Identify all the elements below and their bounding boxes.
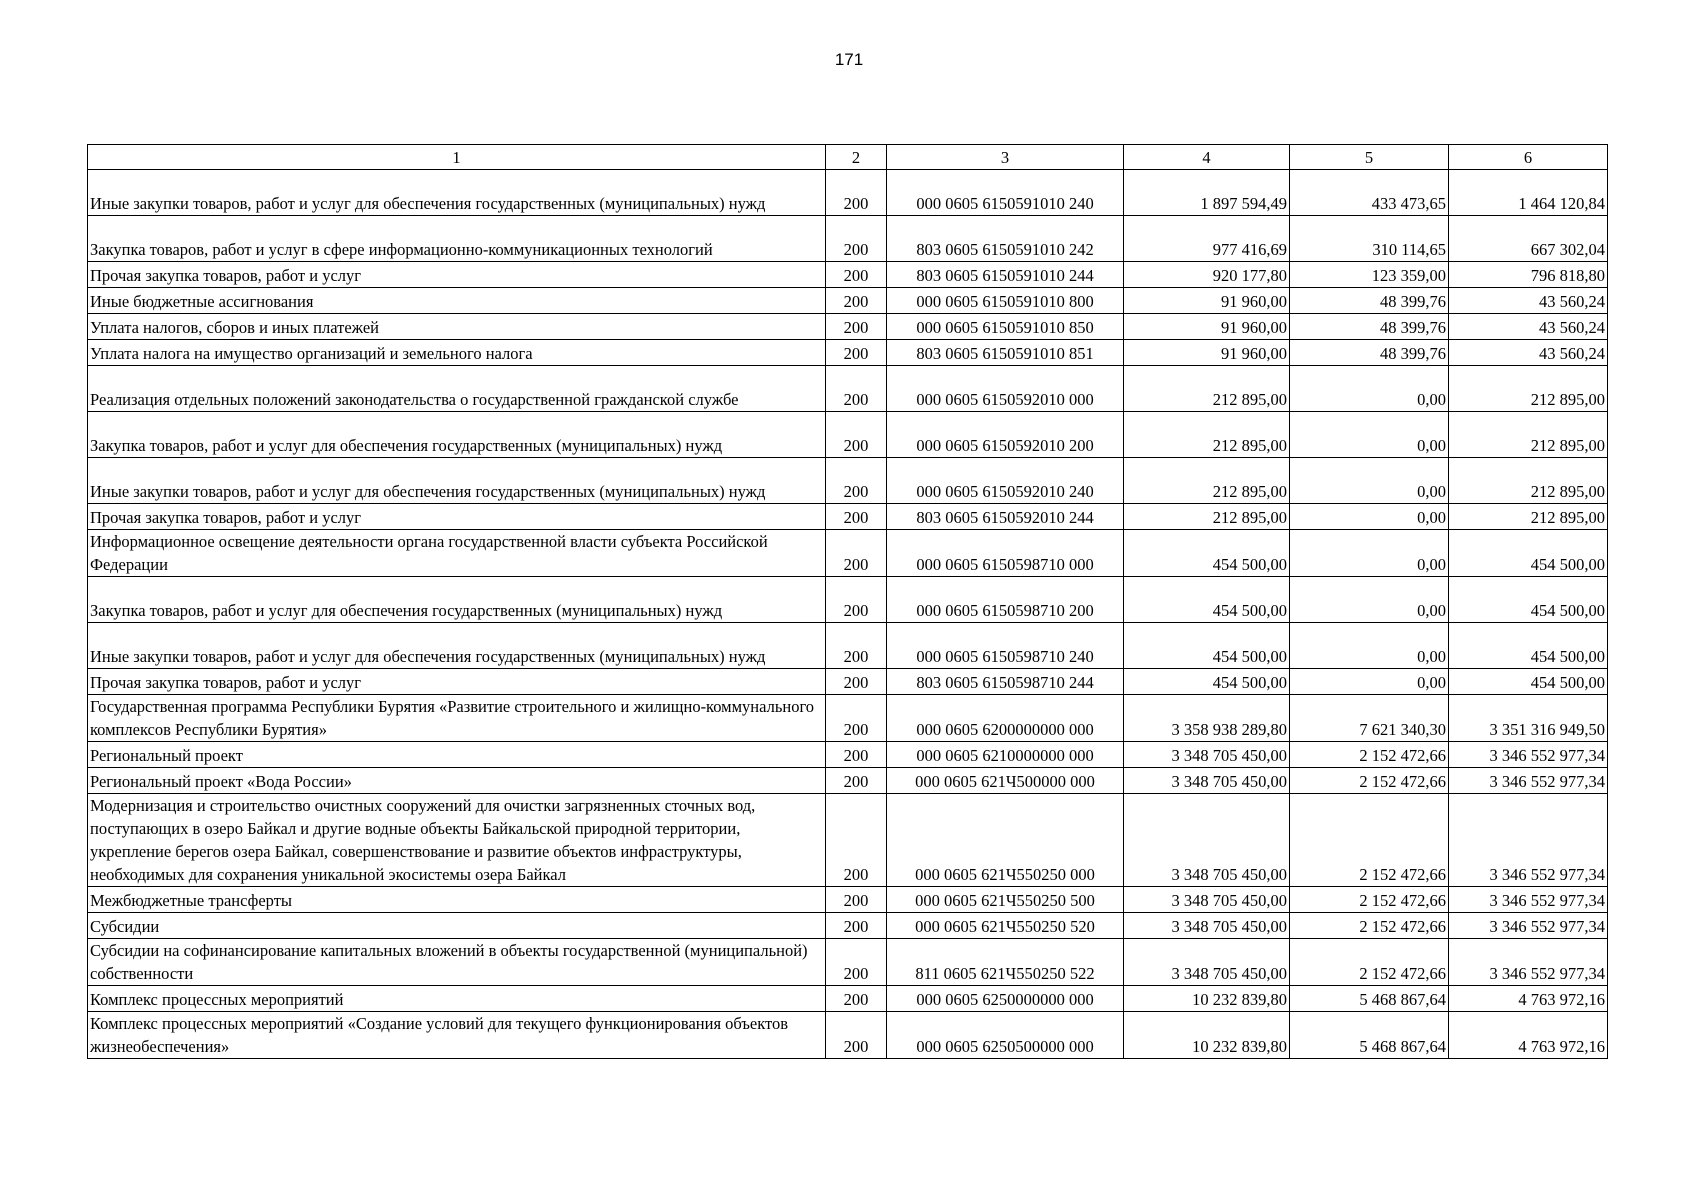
row-executed-amount-cell: 123 359,00 [1290,262,1449,288]
row-remaining-amount-cell: 454 500,00 [1449,530,1608,577]
table-row [88,794,1608,887]
column-header-1: 1 [88,145,826,170]
row-line-code-cell: 200 [826,216,887,262]
table-row [88,458,1608,504]
row-line-code-cell: 200 [826,412,887,458]
row-remaining-amount-cell: 454 500,00 [1449,669,1608,695]
row-name-cell: Закупка товаров, работ и услуг для обеспечения государственных (муниципальных) нужд [88,577,826,623]
table-row [88,913,1608,939]
row-remaining-amount-cell: 3 346 552 977,34 [1449,913,1608,939]
row-remaining-amount-cell: 212 895,00 [1449,458,1608,504]
row-executed-amount-cell: 48 399,76 [1290,340,1449,366]
row-line-code-cell: 200 [826,262,887,288]
row-name-cell: Региональный проект [88,742,826,768]
table-row [88,1012,1608,1059]
table-row [88,530,1608,577]
row-executed-amount-cell: 0,00 [1290,504,1449,530]
row-classification-code-cell: 803 0605 6150591010 244 [887,262,1124,288]
row-approved-amount-cell: 3 348 705 450,00 [1124,768,1290,794]
row-remaining-amount-cell: 667 302,04 [1449,216,1608,262]
column-header-6: 6 [1449,145,1608,170]
row-approved-amount-cell: 1 897 594,49 [1124,170,1290,216]
row-approved-amount-cell: 212 895,00 [1124,458,1290,504]
row-approved-amount-cell: 920 177,80 [1124,262,1290,288]
page-number: 171 [834,50,864,69]
table-row [88,742,1608,768]
row-name-cell: Государственная программа Республики Бурятия «Развитие строительного и жилищно-коммунального комплексов Республики Бурятия» [88,695,826,742]
row-classification-code-cell: 000 0605 6150598710 200 [887,577,1124,623]
row-remaining-amount-cell: 212 895,00 [1449,504,1608,530]
row-remaining-amount-cell: 212 895,00 [1449,366,1608,412]
budget-table [87,144,1608,1059]
row-line-code-cell: 200 [826,695,887,742]
row-name-cell: Модернизация и строительство очистных сооружений для очистки загрязненных сточных вод, поступающих в озеро Байкал и другие водные объекты Байкальской природной территории, укрепление берегов озера Байкал, совершенствование и развитие объектов инфраструктуры, необходимых для сохранения уникальной экосистемы озера Байкал [88,794,826,887]
row-remaining-amount-cell: 4 763 972,16 [1449,1012,1608,1059]
table-row [88,288,1608,314]
row-executed-amount-cell: 7 621 340,30 [1290,695,1449,742]
row-classification-code-cell: 000 0605 621Ч500000 000 [887,768,1124,794]
row-line-code-cell: 200 [826,458,887,504]
row-classification-code-cell: 000 0605 6150592010 000 [887,366,1124,412]
row-classification-code-cell: 000 0605 6250500000 000 [887,1012,1124,1059]
row-approved-amount-cell: 3 348 705 450,00 [1124,939,1290,986]
row-classification-code-cell: 000 0605 6200000000 000 [887,695,1124,742]
row-executed-amount-cell: 310 114,65 [1290,216,1449,262]
table-row [88,768,1608,794]
row-approved-amount-cell: 91 960,00 [1124,340,1290,366]
column-header-3: 3 [887,145,1124,170]
row-line-code-cell: 200 [826,340,887,366]
row-executed-amount-cell: 2 152 472,66 [1290,768,1449,794]
table-row [88,366,1608,412]
row-remaining-amount-cell: 1 464 120,84 [1449,170,1608,216]
row-line-code-cell: 200 [826,669,887,695]
row-approved-amount-cell: 3 358 938 289,80 [1124,695,1290,742]
row-line-code-cell: 200 [826,742,887,768]
row-remaining-amount-cell: 43 560,24 [1449,340,1608,366]
table-row [88,504,1608,530]
row-remaining-amount-cell: 212 895,00 [1449,412,1608,458]
row-approved-amount-cell: 91 960,00 [1124,314,1290,340]
row-executed-amount-cell: 0,00 [1290,669,1449,695]
table-row [88,669,1608,695]
row-line-code-cell: 200 [826,170,887,216]
row-classification-code-cell: 000 0605 6150598710 240 [887,623,1124,669]
row-name-cell: Иные закупки товаров, работ и услуг для обеспечения государственных (муниципальных) нужд [88,170,826,216]
row-approved-amount-cell: 91 960,00 [1124,288,1290,314]
table-row [88,412,1608,458]
row-name-cell: Иные закупки товаров, работ и услуг для обеспечения государственных (муниципальных) нужд [88,458,826,504]
row-classification-code-cell: 000 0605 6150592010 200 [887,412,1124,458]
row-executed-amount-cell: 48 399,76 [1290,314,1449,340]
row-name-cell: Субсидии на софинансирование капитальных вложений в объекты государственной (муниципальной) собственности [88,939,826,986]
row-classification-code-cell: 000 0605 621Ч550250 000 [887,794,1124,887]
row-executed-amount-cell: 2 152 472,66 [1290,794,1449,887]
row-name-cell: Межбюджетные трансферты [88,887,826,913]
row-classification-code-cell: 803 0605 6150592010 244 [887,504,1124,530]
row-name-cell: Уплата налога на имущество организаций и земельного налога [88,340,826,366]
row-classification-code-cell: 000 0605 6150598710 000 [887,530,1124,577]
row-name-cell: Прочая закупка товаров, работ и услуг [88,262,826,288]
row-approved-amount-cell: 212 895,00 [1124,366,1290,412]
row-executed-amount-cell: 0,00 [1290,530,1449,577]
table-row [88,986,1608,1012]
row-approved-amount-cell: 454 500,00 [1124,530,1290,577]
row-classification-code-cell: 000 0605 6150591010 850 [887,314,1124,340]
row-line-code-cell: 200 [826,913,887,939]
row-line-code-cell: 200 [826,504,887,530]
row-classification-code-cell: 811 0605 621Ч550250 522 [887,939,1124,986]
row-approved-amount-cell: 454 500,00 [1124,623,1290,669]
row-classification-code-cell: 000 0605 6210000000 000 [887,742,1124,768]
row-name-cell: Прочая закупка товаров, работ и услуг [88,669,826,695]
row-remaining-amount-cell: 3 351 316 949,50 [1449,695,1608,742]
row-approved-amount-cell: 3 348 705 450,00 [1124,742,1290,768]
row-classification-code-cell: 000 0605 6250000000 000 [887,986,1124,1012]
row-approved-amount-cell: 454 500,00 [1124,669,1290,695]
row-name-cell: Закупка товаров, работ и услуг в сфере информационно-коммуникационных технологий [88,216,826,262]
row-remaining-amount-cell: 4 763 972,16 [1449,986,1608,1012]
row-remaining-amount-cell: 454 500,00 [1449,623,1608,669]
row-executed-amount-cell: 5 468 867,64 [1290,986,1449,1012]
table-row [88,623,1608,669]
row-approved-amount-cell: 10 232 839,80 [1124,1012,1290,1059]
row-remaining-amount-cell: 43 560,24 [1449,314,1608,340]
row-name-cell: Субсидии [88,913,826,939]
row-name-cell: Прочая закупка товаров, работ и услуг [88,504,826,530]
row-name-cell: Закупка товаров, работ и услуг для обеспечения государственных (муниципальных) нужд [88,412,826,458]
table-row [88,577,1608,623]
table-row [88,695,1608,742]
row-remaining-amount-cell: 454 500,00 [1449,577,1608,623]
row-classification-code-cell: 000 0605 621Ч550250 500 [887,887,1124,913]
row-approved-amount-cell: 3 348 705 450,00 [1124,913,1290,939]
row-remaining-amount-cell: 3 346 552 977,34 [1449,887,1608,913]
row-name-cell: Иные закупки товаров, работ и услуг для обеспечения государственных (муниципальных) нужд [88,623,826,669]
row-classification-code-cell: 000 0605 621Ч550250 520 [887,913,1124,939]
row-executed-amount-cell: 2 152 472,66 [1290,742,1449,768]
row-classification-code-cell: 000 0605 6150592010 240 [887,458,1124,504]
row-line-code-cell: 200 [826,1012,887,1059]
row-approved-amount-cell: 10 232 839,80 [1124,986,1290,1012]
row-name-cell: Иные бюджетные ассигнования [88,288,826,314]
row-name-cell: Комплекс процессных мероприятий [88,986,826,1012]
row-line-code-cell: 200 [826,768,887,794]
row-line-code-cell: 200 [826,623,887,669]
column-header-2: 2 [826,145,887,170]
row-line-code-cell: 200 [826,577,887,623]
row-remaining-amount-cell: 3 346 552 977,34 [1449,768,1608,794]
row-approved-amount-cell: 977 416,69 [1124,216,1290,262]
row-remaining-amount-cell: 43 560,24 [1449,288,1608,314]
table-row [88,887,1608,913]
row-line-code-cell: 200 [826,986,887,1012]
row-executed-amount-cell: 2 152 472,66 [1290,887,1449,913]
row-classification-code-cell: 803 0605 6150591010 242 [887,216,1124,262]
row-approved-amount-cell: 212 895,00 [1124,504,1290,530]
row-line-code-cell: 200 [826,366,887,412]
table-row [88,262,1608,288]
table-row [88,314,1608,340]
row-line-code-cell: 200 [826,939,887,986]
column-header-5: 5 [1290,145,1449,170]
row-line-code-cell: 200 [826,530,887,577]
row-name-cell: Информационное освещение деятельности органа государственной власти субъекта Российской Федерации [88,530,826,577]
row-classification-code-cell: 000 0605 6150591010 800 [887,288,1124,314]
row-classification-code-cell: 803 0605 6150598710 244 [887,669,1124,695]
row-executed-amount-cell: 0,00 [1290,577,1449,623]
column-header-4: 4 [1124,145,1290,170]
row-executed-amount-cell: 0,00 [1290,458,1449,504]
row-remaining-amount-cell: 3 346 552 977,34 [1449,794,1608,887]
row-executed-amount-cell: 0,00 [1290,623,1449,669]
row-remaining-amount-cell: 796 818,80 [1449,262,1608,288]
row-name-cell: Региональный проект «Вода России» [88,768,826,794]
row-remaining-amount-cell: 3 346 552 977,34 [1449,742,1608,768]
table-row [88,939,1608,986]
row-line-code-cell: 200 [826,288,887,314]
column-number-header-row [88,145,1608,170]
row-executed-amount-cell: 0,00 [1290,412,1449,458]
table-row [88,170,1608,216]
row-approved-amount-cell: 454 500,00 [1124,577,1290,623]
row-approved-amount-cell: 212 895,00 [1124,412,1290,458]
row-executed-amount-cell: 433 473,65 [1290,170,1449,216]
row-approved-amount-cell: 3 348 705 450,00 [1124,887,1290,913]
row-executed-amount-cell: 0,00 [1290,366,1449,412]
row-name-cell: Реализация отдельных положений законодательства о государственной гражданской службе [88,366,826,412]
row-executed-amount-cell: 2 152 472,66 [1290,913,1449,939]
table-row [88,216,1608,262]
row-line-code-cell: 200 [826,794,887,887]
row-name-cell: Комплекс процессных мероприятий «Создание условий для текущего функционирования объектов жизнеобеспечения» [88,1012,826,1059]
row-line-code-cell: 200 [826,314,887,340]
row-approved-amount-cell: 3 348 705 450,00 [1124,794,1290,887]
row-line-code-cell: 200 [826,887,887,913]
row-remaining-amount-cell: 3 346 552 977,34 [1449,939,1608,986]
table-row [88,340,1608,366]
row-executed-amount-cell: 5 468 867,64 [1290,1012,1449,1059]
budget-table-body [88,145,1608,1059]
row-executed-amount-cell: 2 152 472,66 [1290,939,1449,986]
row-name-cell: Уплата налогов, сборов и иных платежей [88,314,826,340]
row-classification-code-cell: 803 0605 6150591010 851 [887,340,1124,366]
row-executed-amount-cell: 48 399,76 [1290,288,1449,314]
row-classification-code-cell: 000 0605 6150591010 240 [887,170,1124,216]
